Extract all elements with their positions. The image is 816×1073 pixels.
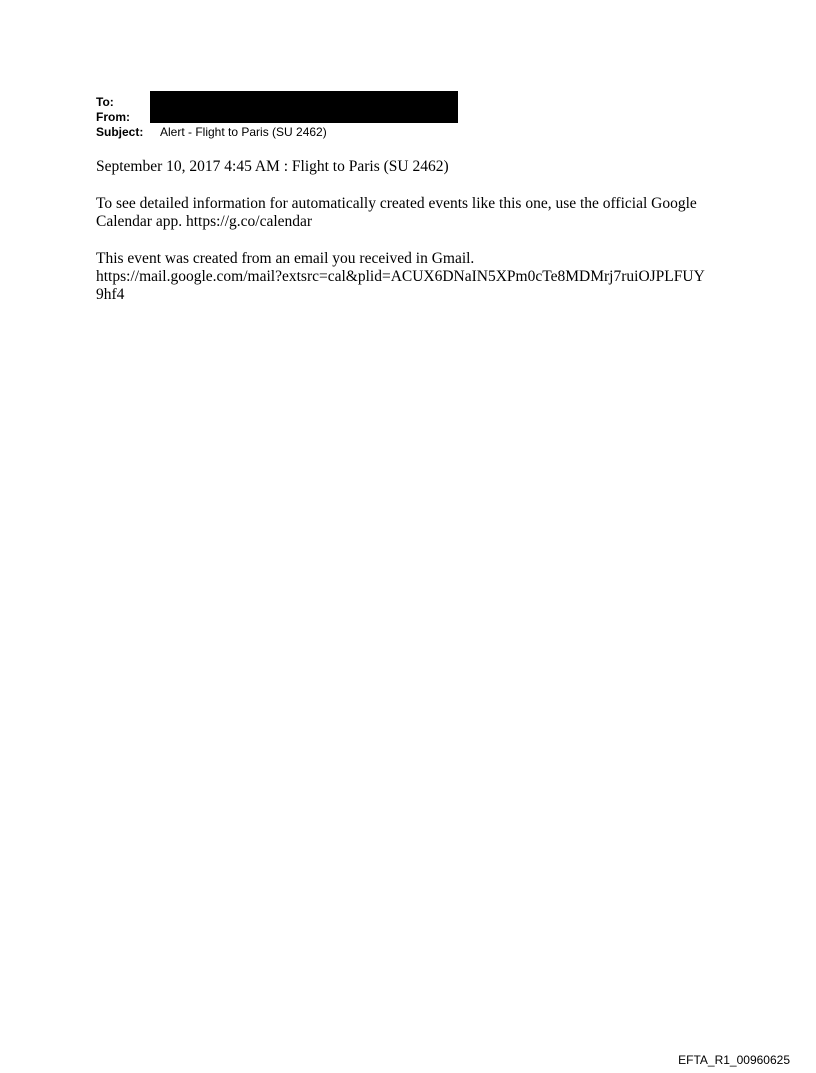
- bates-number: EFTA_R1_00960625: [678, 1053, 790, 1067]
- redaction-box: [150, 91, 458, 123]
- to-label: To:: [96, 95, 114, 109]
- from-label: From:: [96, 110, 130, 124]
- gmail-paragraph: [96, 250, 705, 304]
- subject-row: [96, 125, 327, 140]
- subject-label: Subject:: [96, 125, 144, 139]
- gmail-url-line-1[interactable]: https://mail.google.com/mail?extsrc=cal&plid=ACUX6DNaIN5XPm0cTe8MDMrj7ruiOJPLFUY: [96, 268, 705, 285]
- gmail-url-line-2[interactable]: 9hf4: [96, 286, 125, 303]
- gmail-line: This event was created from an email you received in Gmail.: [96, 250, 475, 267]
- event-line: September 10, 2017 4:45 AM : Flight to Paris (SU 2462): [96, 158, 449, 175]
- subject-value: Alert - Flight to Paris (SU 2462): [160, 125, 327, 139]
- info-paragraph: To see detailed information for automatically created events like this one, use the official Google Calendar app. https://g.co/calendar: [96, 195, 697, 230]
